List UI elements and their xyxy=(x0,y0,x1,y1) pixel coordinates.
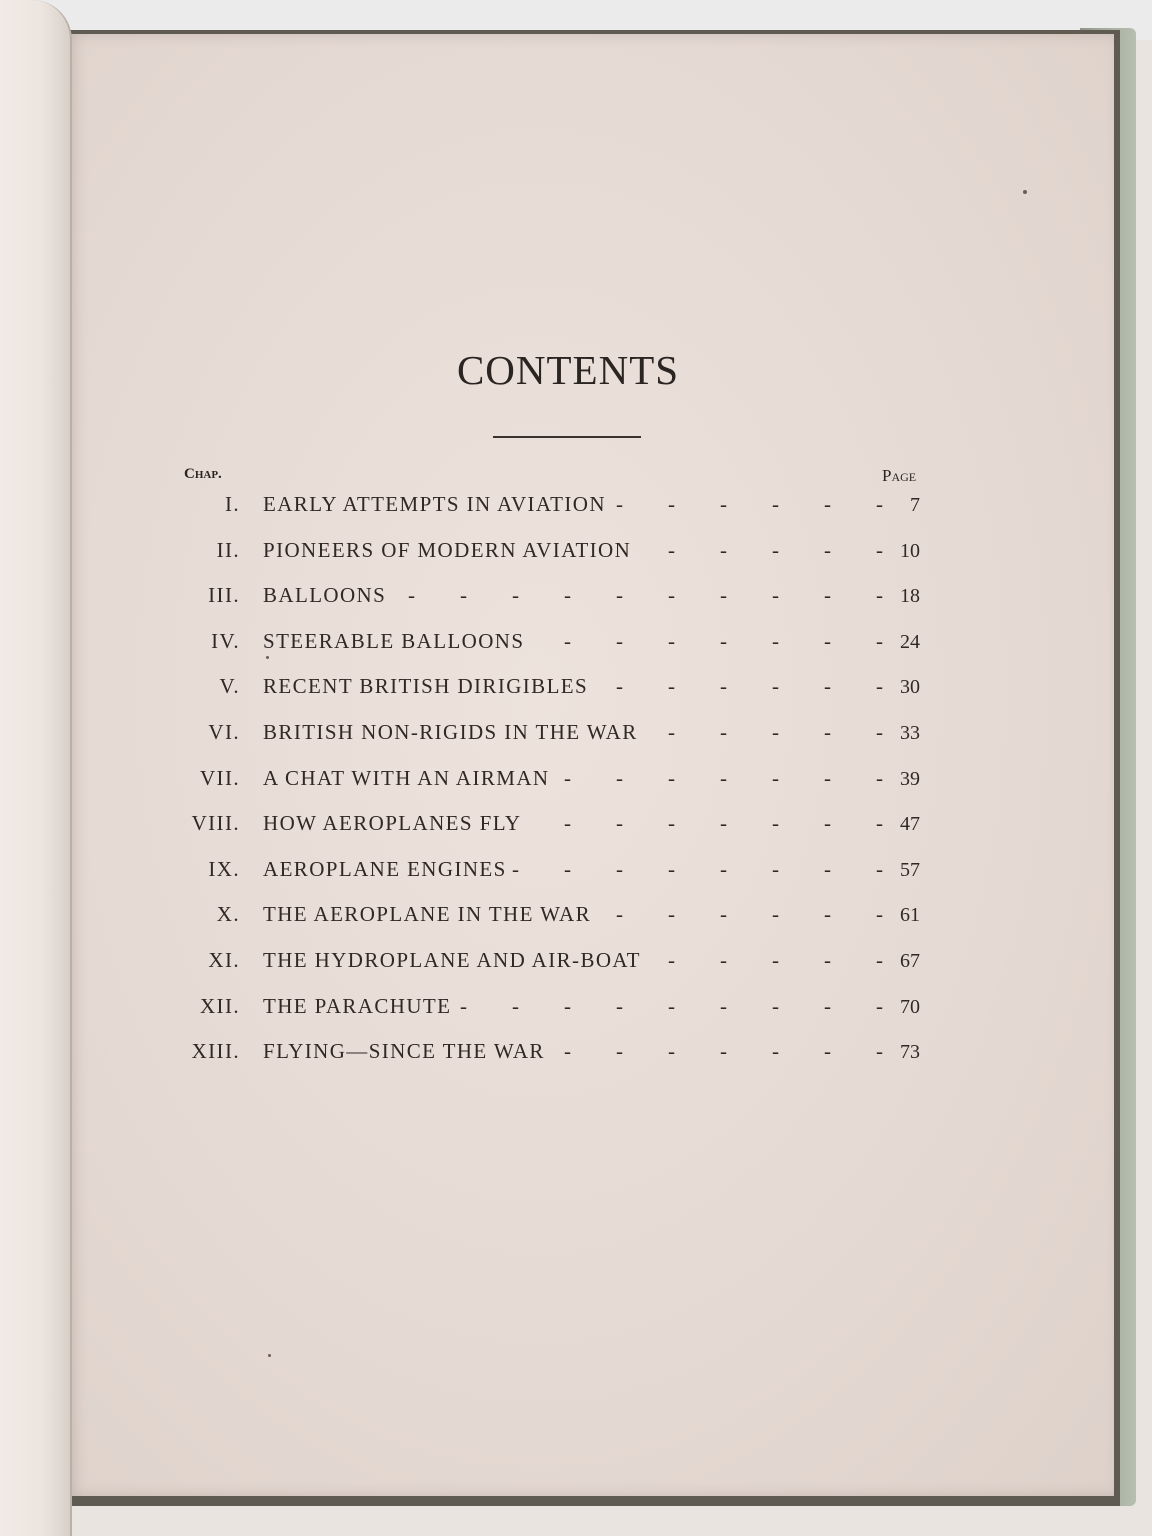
leader-dash: - xyxy=(876,674,883,699)
leader-dash: - xyxy=(564,583,571,608)
leader-dash: - xyxy=(876,811,883,836)
leader-dash: - xyxy=(616,628,623,653)
chapter-page: 18 xyxy=(900,585,920,608)
leader-dash: - xyxy=(564,856,571,881)
leader-dash: - xyxy=(824,1039,831,1064)
paper-speck xyxy=(268,1354,271,1357)
leader-dash: - xyxy=(824,993,831,1018)
leader-dash: - xyxy=(720,856,727,881)
page-title: CONTENTS xyxy=(456,347,680,393)
paper-speck xyxy=(1023,190,1027,194)
chapter-number: VI. xyxy=(208,719,240,744)
leader-dash: - xyxy=(824,537,831,562)
leader-dash: - xyxy=(668,902,675,927)
leader-dash: - xyxy=(668,719,675,744)
toc-row xyxy=(0,619,1152,665)
leader-dash: - xyxy=(720,537,727,562)
leader-dash: - xyxy=(772,856,779,881)
leader-dash: - xyxy=(720,628,727,653)
leader-dash: - xyxy=(720,1039,727,1064)
leader-dash: - xyxy=(616,902,623,927)
leader-dash: - xyxy=(772,811,779,836)
table-of-contents xyxy=(0,482,1152,1075)
leader-dash: - xyxy=(720,492,727,516)
chapter-number: IX. xyxy=(208,856,240,881)
chapter-number: VII. xyxy=(199,765,240,790)
leader-dash: - xyxy=(772,1039,779,1064)
leader-dash: - xyxy=(564,628,571,653)
leader-dash: - xyxy=(876,993,883,1018)
leader-dash: - xyxy=(512,583,519,608)
chapter-title: BRITISH NON-RIGIDS IN THE WAR xyxy=(263,719,638,744)
leader-dash: - xyxy=(616,856,623,881)
leader-dash: - xyxy=(668,628,675,653)
leader-dash: - xyxy=(772,765,779,790)
leader-dash: - xyxy=(876,765,883,790)
leader-dash: - xyxy=(564,765,571,790)
toc-row xyxy=(0,938,1152,984)
leader-dash: - xyxy=(824,811,831,836)
leader-dash: - xyxy=(876,902,883,927)
chapter-title: A CHAT WITH AN AIRMAN xyxy=(263,765,550,790)
leader-dash: - xyxy=(668,583,675,608)
leader-dash: - xyxy=(876,537,883,562)
leader-dash: - xyxy=(824,947,831,972)
chapter-page: 70 xyxy=(900,995,920,1018)
leader-dash: - xyxy=(720,765,727,790)
leader-dash: - xyxy=(616,1039,623,1064)
chapter-title: AEROPLANE ENGINES xyxy=(263,856,507,881)
toc-row xyxy=(0,801,1152,847)
leader-dash: - xyxy=(824,492,831,516)
leader-dash: - xyxy=(824,628,831,653)
chapter-page: 33 xyxy=(900,721,920,744)
chapter-page: 61 xyxy=(900,904,920,927)
chapter-title: THE HYDROPLANE AND AIR-BOAT xyxy=(263,947,641,972)
toc-row xyxy=(0,984,1152,1030)
chapter-number: II. xyxy=(216,537,240,562)
leader-dash: - xyxy=(616,492,623,516)
leader-dash: - xyxy=(720,674,727,699)
leader-dash: - xyxy=(616,993,623,1018)
leader-dash: - xyxy=(668,1039,675,1064)
leader-dash: - xyxy=(772,902,779,927)
toc-row xyxy=(0,528,1152,574)
leader-dash: - xyxy=(876,856,883,881)
leader-dash: - xyxy=(720,902,727,927)
chapter-title: HOW AEROPLANES FLY xyxy=(263,811,522,836)
toc-row xyxy=(0,756,1152,802)
leader-dash: - xyxy=(876,947,883,972)
leader-dash: - xyxy=(616,583,623,608)
leader-dash: - xyxy=(564,811,571,836)
leader-dash: - xyxy=(668,993,675,1018)
chapter-page: 30 xyxy=(900,676,920,699)
chapter-page: 7 xyxy=(910,494,920,516)
leader-dash: - xyxy=(408,583,415,608)
leader-dash: - xyxy=(668,811,675,836)
chapter-number: V. xyxy=(219,674,240,699)
leader-dash: - xyxy=(824,719,831,744)
toc-row xyxy=(0,892,1152,938)
leader-dash: - xyxy=(772,993,779,1018)
chapter-number: X. xyxy=(216,902,240,927)
leader-dash: - xyxy=(772,947,779,972)
leader-dash: - xyxy=(720,583,727,608)
leader-dash: - xyxy=(668,947,675,972)
chapter-title: FLYING—SINCE THE WAR xyxy=(263,1039,545,1064)
leader-dash: - xyxy=(668,674,675,699)
title-rule xyxy=(493,436,641,438)
leader-dash: - xyxy=(772,674,779,699)
leader-dash: - xyxy=(668,537,675,562)
leader-dash: - xyxy=(772,537,779,562)
leader-dash: - xyxy=(720,811,727,836)
chapter-number: XII. xyxy=(199,993,240,1018)
leader-dash: - xyxy=(668,492,675,516)
chapter-number: XI. xyxy=(208,947,240,972)
leader-dash: - xyxy=(564,993,571,1018)
toc-row xyxy=(0,847,1152,893)
toc-row xyxy=(0,710,1152,756)
chapter-number: VIII. xyxy=(191,811,240,836)
chapter-number: I. xyxy=(224,492,240,516)
leader-dash: - xyxy=(668,856,675,881)
chapter-number: IV. xyxy=(211,628,240,653)
toc-row xyxy=(0,664,1152,710)
chapter-number: III. xyxy=(208,583,240,608)
leader-dash: - xyxy=(668,765,675,790)
leader-dash: - xyxy=(720,719,727,744)
leader-dash: - xyxy=(460,583,467,608)
leader-dash: - xyxy=(772,628,779,653)
chapter-title: EARLY ATTEMPTS IN AVIATION xyxy=(263,492,606,516)
chapter-title: THE PARACHUTE xyxy=(263,993,452,1018)
leader-dash: - xyxy=(824,902,831,927)
leader-dash: - xyxy=(876,719,883,744)
leader-dash: - xyxy=(512,856,519,881)
chapter-title: PIONEERS OF MODERN AVIATION xyxy=(263,537,632,562)
toc-row xyxy=(0,482,1152,528)
leader-dash: - xyxy=(720,993,727,1018)
chapter-title: RECENT BRITISH DIRIGIBLES xyxy=(263,674,589,699)
leader-dash: - xyxy=(772,719,779,744)
chapter-page: 39 xyxy=(900,767,920,790)
chapter-page: 47 xyxy=(900,813,920,836)
leader-dash: - xyxy=(876,1039,883,1064)
leader-dash: - xyxy=(772,583,779,608)
leader-dash: - xyxy=(824,765,831,790)
chapter-page: 24 xyxy=(900,630,920,653)
leader-dash: - xyxy=(876,492,883,516)
chapter-page: 10 xyxy=(900,539,920,562)
leader-dash: - xyxy=(824,583,831,608)
leader-dash: - xyxy=(616,674,623,699)
leader-dash: - xyxy=(824,856,831,881)
toc-row xyxy=(0,1029,1152,1075)
chap-header: Chap. xyxy=(184,466,222,482)
toc-row xyxy=(0,573,1152,619)
chapter-title: STEERABLE BALLOONS xyxy=(263,628,525,653)
chapter-number: XIII. xyxy=(191,1039,240,1064)
chapter-title: THE AEROPLANE IN THE WAR xyxy=(263,902,591,927)
chapter-page: 57 xyxy=(900,858,920,881)
leader-dash: - xyxy=(720,947,727,972)
leader-dash: - xyxy=(616,765,623,790)
leader-dash: - xyxy=(772,492,779,516)
chapter-page: 67 xyxy=(900,949,920,972)
leader-dash: - xyxy=(564,1039,571,1064)
page-header: Page xyxy=(882,466,917,485)
leader-dash: - xyxy=(876,628,883,653)
chapter-page: 73 xyxy=(900,1041,920,1064)
leader-dash: - xyxy=(876,583,883,608)
leader-dash: - xyxy=(824,674,831,699)
leader-dash: - xyxy=(512,993,519,1018)
chapter-title: BALLOONS xyxy=(263,583,387,608)
leader-dash: - xyxy=(616,811,623,836)
leader-dash: - xyxy=(460,993,467,1018)
